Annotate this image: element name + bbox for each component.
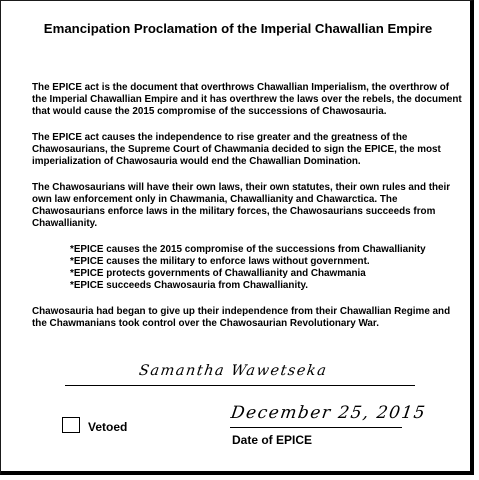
provision-item: *EPICE causes the 2015 compromise of the successions from Chawallianity (70, 244, 426, 255)
paragraph-3: The Chawosaurians will have their own laws, their own statutes, their own rules and their own law enforcement only in Chawmania, Chawallianity and Chawarctica. The Chawosaurians enforce laws in the military forces, the Chawosaurians succeeds from Chawallianity. (32, 182, 451, 229)
provisions-list (32, 244, 464, 292)
provision-item: *EPICE causes the military to enforce laws without government. (70, 256, 370, 267)
provision-item: *EPICE protects governments of Chawallianity and Chawmania (70, 268, 366, 279)
signature-name: Samantha Wawetseka (137, 363, 329, 379)
closing-paragraph: Chawosauria had began to give up their independence from their Chawallian Regime and the Chawmanians took control over the Chawosaurian Revolutionary War. (32, 306, 451, 329)
document-body (32, 82, 464, 344)
provision-item: *EPICE succeeds Chawosauria from Chawallianity. (70, 280, 308, 291)
signature-line (65, 385, 415, 386)
vetoed-checkbox[interactable] (62, 417, 80, 433)
date-caption: Date of EPICE (232, 433, 313, 447)
signed-date: December 25, 2015 (229, 403, 428, 423)
vetoed-label: Vetoed (88, 420, 128, 434)
date-line (230, 427, 402, 428)
paragraph-1: The EPICE act is the document that overthrows Chawallian Imperialism, the overthrow of the Imperial Chawallian Empire and it has overthrew the laws over the rebels, the document that would cause the 2015 compromise of the successions of Chawosauria. (32, 82, 462, 117)
document-title: Emancipation Proclamation of the Imperial Chawallian Empire (43, 21, 433, 36)
paragraph-2: The EPICE act causes the independence to rise greater and the greatness of the Chawosaurians, the Supreme Court of Chawmania decided to sign the EPICE, the most imperialization of Chawosauria would end the Chawallian Domination. (32, 132, 441, 167)
